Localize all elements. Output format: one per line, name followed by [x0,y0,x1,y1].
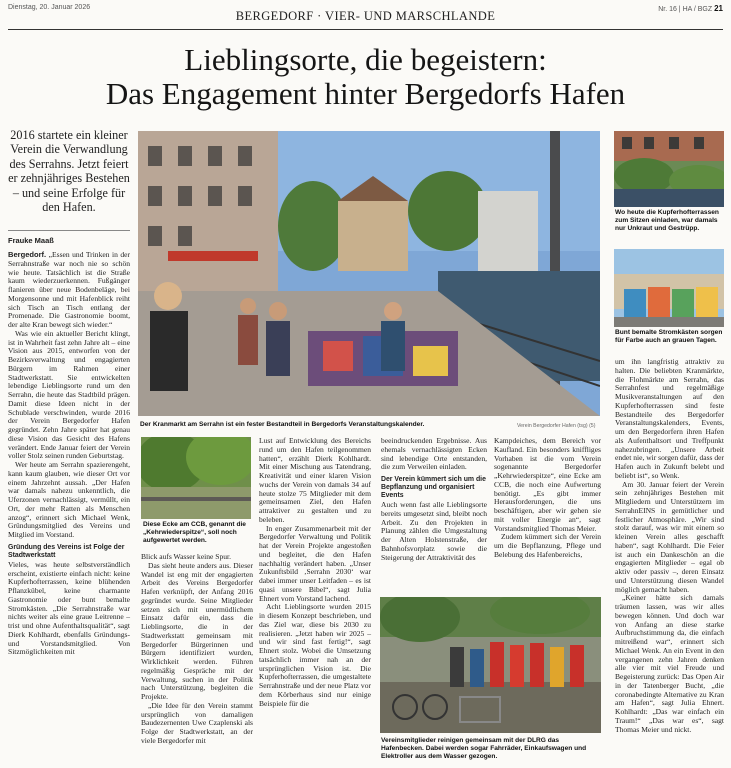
paragraph: Acht Lieblingsorte wurden 2015 in diesem Konzept beschrieben, und das Ziel war, diese bis 2030 zu realisieren. „Jetzt haben wir 2025 – und wir sind fast fertig!“, sagt Ehnert stolz. Wobei die Umsetzung tatsächlich immer nah an der ursprünglichen Vision ist. Die Kupferhofterrassen, die umgestaltete Serrahnstraße und der neue Platz vor dem Körberhaus sind nur einige Beispiele für die [259,602,371,708]
photo-stromkaesten [614,249,724,327]
article-column-3 [259,437,371,708]
paragraph: Auch wenn fast alle Lieblingsorte bereits umgesetzt sind, bleibt noch Arbeit. Zu den Projekten in Planung zählen die Umgestaltung der Alten Holstenstraße, der Bahnhofsvorplatz sowie die Steigerung der Attraktivität des [381,500,487,562]
caption-main-photo: Der Kranmarkt am Serrahn ist ein fester Bestandteil in Bergedorfs Veranstaltungskalender. [140,421,425,428]
article-teaser: 2016 startete ein kleiner Verein die Verwandlung des Serrahns. Jetzt feiert er zehnjähriges Bestehen – und seine Erfolge für den Hafen. [8,128,130,215]
paragraph: Kampdeiches, dem Bereich vor Kaufland. Ein besonders kniffliges Vorhaben ist die vom Verein sogenannte Bergedorfer „Kehrwiederspitze“, eine Ecke am CCB, die noch eine Aufwertung benötigt. „Es gibt immer Herausforderungen, die uns beschäftigen, aber wir gehen sie mit voller Energie an“, sagt Vorstandsmitglied Thomas Meier. [494,436,601,533]
subheading: Gründung des Vereins ist Folge der Stadtwerkstatt [8,543,125,559]
section-title: BERGEDORF · VIER- UND MARSCHLANDE [235,9,496,23]
paragraph: Lust auf Entwicklung des Bereichs rund um den Hafen teilgenommen hatten“, erzählt Dierk Kohlhardt. Mit einer Mischung aus Tatendrang, Kreativität und einer klaren Vision wuchs der Verein von damals 34 auf heute stolze 75 Mitglieder mit dem gemeinsamen Ziel, den Hafen attraktiver zu gestalten und zu beleben. [259,436,371,524]
teaser-divider [8,230,130,231]
article-column-6 [615,358,724,734]
paragraph: In enger Zusammenarbeit mit der Bergedorfer Verwaltung und Politik hat der Verein Projekte angestoßen und begleitet, die den Hafen nachhaltig verändert haben. „Unser Zukunftsbild ‚Serrahn 2030‘ war dabei immer unser Leitfaden – es ist quasi unsere Bibel“, sagt Julia Ehnert vom Vorstand lachend. [259,523,371,603]
photo-credit: Verein Bergedorfer Hafen (tsg) (5) [517,423,596,429]
paragraph: „Die Idee für den Verein stammt ursprünglich von damaligen Baudezernenten Uwe Czaplenski als Folge der Stadtwerkstatt, an der viele Bergedorfer mit [141,700,253,745]
paragraph: Das sieht heute anders aus. Dieser Wandel ist eng mit der engagierten Arbeit des Vereins Bergedorfer Hafen verknüpft, der Anfang 2016 gegründet wurde. Seine Mitglieder setzen sich mit unermüdlichem Einsatz dafür ein, dass die Lieblingsorte, die in der Stadtwerkstatt gemeinsam mit Bergedorfer Bürgerinnen und Bürgern identifiziert wurden, Wirklichkeit werden. Führen regelmäßig Gespräche mit der Verwaltung, suchen in der Politik nach Unterstützung, begleiten die Projekte. [141,560,253,701]
header-divider [8,29,723,30]
paragraph: Bergedorf. „Essen und Trinken in der Serrahnstraße war noch nie so schön wie heute. Tatsächlich ist die Straße kaum wiederzuerkennen. Fußgänger flanieren über neue Bodenbeläge, bei Morgensonne und mit Hafenblick reiht sich Tisch an Tisch entlang der Promenade. Die Gastronomie boomt, der alte Kran bewegt sich wieder.“ [8,250,130,329]
paragraph: um ihn langfristig attraktiv zu halten. Die beliebten Kranmärkte, die Flohmärkte am Serrahn, das Serrahnfest und regelmäßige Musikveranstaltungen auf den Kupferhofterrassen sind feste Bestandteile des Bergedorfer Veranstaltungskalenders, Events, um den Bergedorfern ihren Hafen als Aufenthaltsort und Treffpunkt nahezubringen. „Unsere Arbeit endet nie, wir sorgen dafür, dass der Hafen auch in Zukunft belebt und beliebt ist“, so Wenk. [615,357,724,480]
subheading: Der Verein kümmert sich um die Bepflanzung und organisiert Events [381,476,486,499]
paragraph: Zudem kümmert sich der Verein um die Bepflanzung, Pflege und Belebung des Hafenbereichs, [494,532,601,559]
caption-dlrg: Vereinsmitglieder reinigen gemeinsam mit der DLRG das Hafenbecken. Dabei werden sogar Fahrräder, Einkaufswagen und Elektroller aus dem Wasser gezogen. [381,737,587,760]
paragraph: Vieles, was heute selbstverständlich erscheint, existierte einfach nicht: keine Kupferhofterrassen, keine blühenden Pflanzkübel, keine charmante Gastronomie oder bunt bemalte Stromkästen. „Die Serrahnstraße war nichts weiter als eine graue Leitrenne – trist und ohne Aufenthaltsqualität“, sagt Dierk Kohlhardt, ebenfalls Gründungs- und Vorstandsmitglied. Von Sitzmöglichkeiten mit [8,559,130,657]
page-info: Nr. 16 | HA / BGZ 21 [658,4,723,13]
article-column-4 [381,437,487,562]
main-photo-kranmarkt [138,131,600,416]
paragraph: Was wie ein aktueller Bericht klingt, ist in Wahrheit fast zehn Jahre alt – eine Vision aus 2015, entworfen von der Bezirksverwaltung und engagierten Bürgern im Rahmen einer Stadtwerkstatt. Sie entwickelten lebendige Lieblingsorte rund um den Serrahn, die heute das Stadtbild prägen. Damit diese Ideen nicht in der Schublade verschwinden, wurde 2016 der Verein Bergedorfer Hafen gegründet. Zehn Jahre später hat genau diese Vision das Gesicht des Hafens verändert. Ende Januar feiert der Verein voller Stolz seinen runden Geburtstag. [8,328,130,461]
paragraph: Wer heute am Serrahn spazierengeht, kann kaum glauben, wie dieser Ort vor einem Jahrzehnt aussah. „Der Hafen war damals nahezu unkenntlich, die Uferzonen vernachlässigt, vermüllt, ein Ort, der mehr Ratten als Menschen anzog“, erinnert sich Michael Wenk, Gründungsmitglied des Vereins und Mitglied im Vorstand. [8,460,130,539]
author-byline: Frauke Maaß [8,236,54,245]
issue-date: Dienstag, 20. Januar 2026 [8,4,91,11]
headline: Lieblingsorte, die begeistern: Das Engagement hinter Bergedorfs Hafen [105,42,626,111]
article-column-1 [8,251,130,657]
article-column-5 [494,437,601,560]
paragraph: Blick aufs Wasser keine Spur. [141,552,232,561]
paragraph: beeindruckenden Ergebnisse. Aus ehemals vernachlässigten Ecken sind lebendige Orte entstanden, die zum Verweilen einladen. [381,436,487,472]
paragraph: Am 30. Januar feiert der Verein sein zehnjähriges Bestehen mit Mitgliedern und Unterstützern im SerrahnEINS in gemütlicher und festlicher Atmosphäre. „Wir sind stolz darauf, was wir mit einem so kleinen Verein alles geschafft haben“, sagt Kohlhardt. Die Feier ist auch ein Dankeschön an die engagierten Mitglieder – egal ob aktiv oder passiv –, deren Einsatz und Unterstützung diesen Wandel möglich gemacht haben. [615,479,724,594]
page-number: 21 [714,4,723,13]
photo-kehrwiederspitze [141,437,251,519]
caption-terrace: Wo heute die Kupferhofterrassen zum Sitzen einladen, war damals nur Unkraut und Gestrüpp. [615,209,719,232]
caption-ccb-corner: Diese Ecke am CCB, genannt die „Kehrwiederspitze“, soll noch aufgewertet werden. [143,521,246,544]
photo-kupferhofterrassen [614,131,724,207]
paragraph: „Keiner hätte sich damals träumen lassen, was wir alles bewegen können. Und doch war von Anfang an diese starke Aufbruchstimmung da, die einfach mitreißend war“, erinnert sich Michael Wenk. An ein Event in den vergangenen zehn Jahren denken alle vier mit viel Freude und Begeisterung zurück: Das Open Air in der Tatenberger Bucht, „die coronabedingte Alternative zu Kran am Hafen“, sagt Julia Ehnert. Kohlhardt: „Das war einfach ein Traum!“ „Das war es“, sagt Thomas Meier und nickt. [615,593,724,734]
article-column-2 [141,553,253,746]
photo-dlrg-cleanup [380,597,601,733]
caption-power-boxes: Bunt bemalte Stromkästen sorgen für Farbe auch an grauen Tagen. [615,329,723,344]
